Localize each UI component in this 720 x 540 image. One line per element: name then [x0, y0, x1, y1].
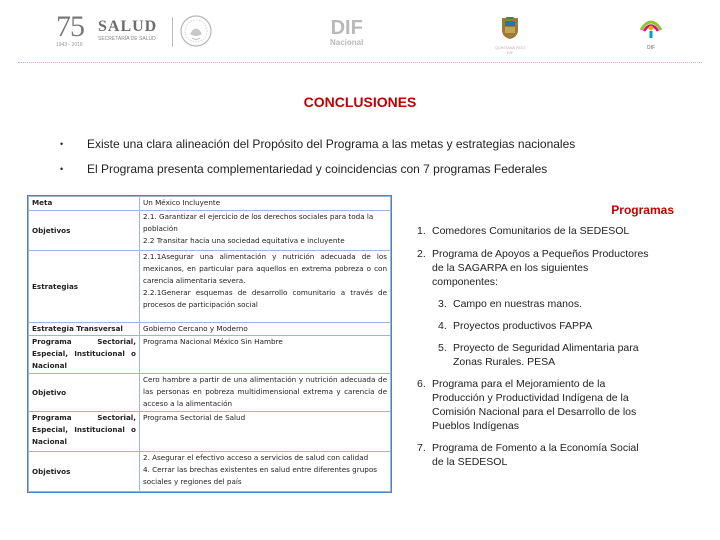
program-text: Programa de Apoyos a Pequeños Productores de la SAGARPA en los siguientes componentes:	[432, 248, 649, 288]
dif-family-icon	[638, 16, 664, 40]
program-text: Proyectos productivos FAPPA	[453, 320, 593, 332]
table-row	[29, 197, 391, 211]
program-item	[412, 377, 674, 433]
program-number: 1.	[417, 225, 426, 237]
row-value: 2.1.1Asegurar una alimentación y nutrición adecuada de los mexicanos, en particular para aquellos en extrema pobreza o con carencia alimentaria severa. 2.2.1Generar esquemas de desarrollo comunitario a través de procesos de participación social	[140, 251, 391, 323]
quintana-roo-logo	[484, 16, 536, 55]
table-row	[29, 251, 391, 323]
bullet-item	[60, 137, 700, 162]
program-text: Programa de Fomento a la Economía Social de la SEDESOL	[432, 442, 639, 468]
salud-sub: SECRETARÍA DE SALUD	[98, 36, 156, 42]
dif-name: DIF	[330, 17, 363, 39]
program-text: Campo en nuestras manos.	[453, 298, 582, 310]
row-value: 2. Asegurar el efectivo acceso a servicios de salud con calidad 4. Cerrar las brechas existentes en salud entre diferentes grupos sociales y regiones del país	[140, 452, 391, 492]
row-label: Objetivos	[29, 452, 140, 492]
logo-divider	[172, 17, 173, 47]
program-number: 3.	[438, 298, 447, 310]
program-number: 4.	[438, 320, 447, 332]
row-label: Objetivos	[29, 211, 140, 251]
header-logos	[0, 0, 720, 62]
row-value: Programa Nacional México Sin Hambre	[140, 336, 391, 374]
table-row	[29, 374, 391, 412]
program-subitem	[412, 319, 674, 333]
slide-title: CONCLUSIONES	[303, 94, 417, 110]
table-row	[29, 452, 391, 492]
row-label: Estrategia Transversal	[29, 323, 140, 336]
row-value: 2.1. Garantizar el ejercicio de los derechos sociales para toda la población 2.2 Transitar hacia una sociedad equitativa e incluyente	[140, 211, 391, 251]
program-subitem	[412, 341, 674, 369]
qroo-sub: DIF	[506, 50, 514, 55]
table-row	[29, 323, 391, 336]
row-label: Programa Sectorial, Especial, Institucional o Nacional	[29, 336, 140, 374]
quintana-roo-shield-icon	[500, 16, 520, 40]
row-label: Meta	[29, 197, 140, 211]
program-text: Programa para el Mejoramiento de la Producción y Productividad Indígena de la Comisión Nacional para el Desarrollo de los Pueblos Indígenas	[432, 378, 637, 432]
dif-quintana-roo-logo	[634, 16, 668, 51]
program-text: Proyecto de Seguridad Alimentaria para Zonas Rurales. PESA	[453, 342, 639, 368]
qroo-label: QUINTANA ROO	[494, 45, 526, 50]
bullet-glyph: •	[60, 164, 64, 174]
program-item	[412, 441, 674, 469]
salud-name: SALUD	[98, 18, 158, 35]
program-number: 2.	[417, 248, 426, 260]
program-number: 7.	[417, 442, 426, 454]
program-text: Comedores Comunitarios de la SEDESOL	[432, 225, 630, 237]
bullet-text: El Programa presenta complementariedad y coincidencias con 7 programas Federales	[87, 162, 548, 176]
logo75-number: 75	[56, 10, 84, 43]
row-label: Programa Sectorial, Especial, Institucional o Nacional	[29, 412, 140, 452]
programas-panel	[412, 203, 674, 469]
row-label: Estrategias	[29, 251, 140, 323]
logo75-years: 1943 - 2018	[56, 42, 83, 48]
program-number: 6.	[417, 378, 426, 390]
row-value: Cero hambre a partir de una alimentación y nutrición adecuada de las personas en pobreza multidimensional extrema y carencia de acceso a la alimentación	[140, 374, 391, 412]
conclusion-bullets	[60, 137, 700, 187]
alignment-table	[28, 196, 391, 492]
programas-title: Programas	[611, 203, 674, 217]
header-divider	[18, 62, 702, 63]
row-label: Objetivo	[29, 374, 140, 412]
salud-logo	[98, 18, 157, 42]
row-value: Programa Sectorial de Salud	[140, 412, 391, 452]
row-value: Un México Incluyente	[140, 197, 391, 211]
program-item	[412, 247, 674, 289]
table-row	[29, 211, 391, 251]
table-row	[29, 336, 391, 374]
row-value: Gobierno Cercano y Moderno	[140, 323, 391, 336]
bullet-text: Existe una clara alineación del Propósito del Programa a las metas y estrategias nacionales	[87, 137, 576, 151]
program-number: 5.	[438, 342, 447, 354]
bullet-glyph: •	[60, 139, 64, 149]
program-subitem	[412, 297, 674, 311]
anniversary-75-logo	[56, 12, 84, 48]
dif-sub: Nacional	[330, 38, 364, 47]
difq-label: DIF	[646, 45, 656, 51]
program-item	[412, 224, 674, 238]
dif-nacional-logo	[330, 18, 363, 47]
bullet-item	[60, 162, 700, 187]
mexico-seal-icon	[179, 14, 213, 48]
table-row	[29, 412, 391, 452]
